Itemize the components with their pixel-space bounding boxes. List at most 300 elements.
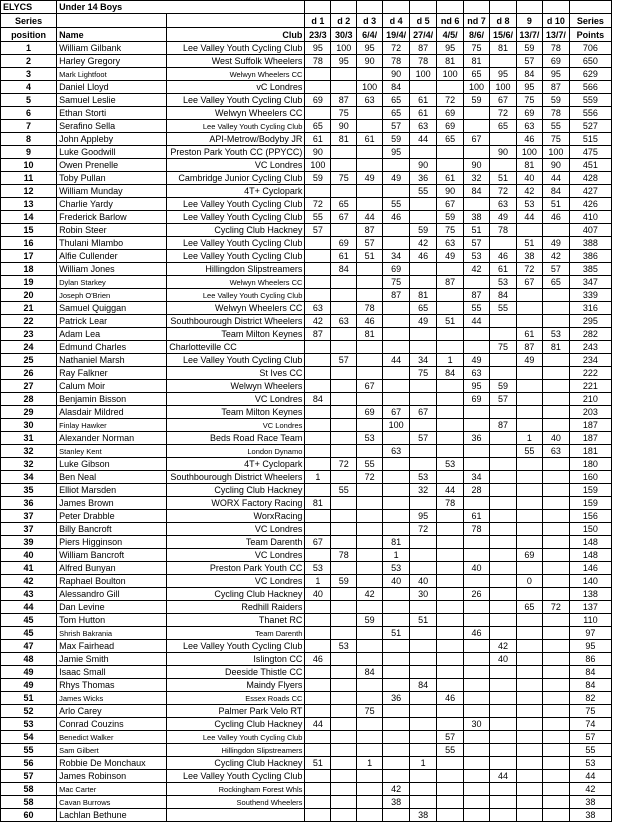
round-score-cell (516, 770, 542, 783)
round-score-cell (305, 354, 331, 367)
club-cell: Cycling Club Hackney (167, 718, 305, 731)
round-score-cell (383, 393, 410, 406)
round-score-cell: 100 (383, 419, 410, 432)
round-score-cell (331, 666, 357, 679)
round-score-cell: 95 (305, 42, 331, 55)
rider-name-cell: Harley Gregory (57, 55, 167, 68)
round-score-cell (437, 562, 464, 575)
rider-name-cell: Finlay Hawker (57, 419, 167, 432)
series-points-cell: 38 (569, 796, 611, 809)
round-score-cell: 42 (357, 588, 383, 601)
round-score-cell: 75 (437, 224, 464, 237)
round-score-cell (305, 679, 331, 692)
table-row (1, 406, 612, 419)
round-score-cell: 42 (542, 250, 569, 263)
round-score-cell: 1 (383, 549, 410, 562)
round-score-cell: 42 (489, 640, 516, 653)
round-score-cell: 69 (331, 237, 357, 250)
club-cell: Welwyn Wheelers CC (167, 107, 305, 120)
round-score-cell: 67 (464, 133, 490, 146)
round-score-cell: 1 (410, 757, 437, 770)
round-score-cell (489, 458, 516, 471)
table-row (1, 185, 612, 198)
club-cell: Lee Valley Youth Cycling Club (167, 42, 305, 55)
round-score-cell: 90 (383, 68, 410, 81)
round-score-cell (437, 809, 464, 822)
round-score-cell (516, 653, 542, 666)
round-score-cell (489, 484, 516, 497)
round-score-cell: 100 (357, 81, 383, 94)
rider-name-cell: Tom Hutton (57, 614, 167, 627)
round-score-cell (542, 666, 569, 679)
round-score-cell (542, 471, 569, 484)
round-score-cell: 57 (516, 55, 542, 68)
round-score-cell: 57 (437, 731, 464, 744)
table-row (1, 588, 612, 601)
round-score-cell: 72 (410, 523, 437, 536)
round-score-cell: 44 (305, 718, 331, 731)
round-score-cell: 42 (516, 185, 542, 198)
round-score-cell: 100 (464, 81, 490, 94)
round-score-cell: 1 (305, 575, 331, 588)
round-score-cell (305, 458, 331, 471)
round-score-cell (464, 809, 490, 822)
rider-name-cell: Samuel Leslie (57, 94, 167, 107)
round-score-cell (410, 549, 437, 562)
table-row (1, 276, 612, 289)
position-cell: 58 (1, 783, 57, 796)
position-cell: 54 (1, 731, 57, 744)
round-score-cell (516, 796, 542, 809)
position-cell: 12 (1, 185, 57, 198)
round-score-cell (305, 250, 331, 263)
club-cell: Lee Valley Youth Cycling Club (167, 237, 305, 250)
rider-name-cell: Owen Prenelle (57, 159, 167, 172)
club-cell: Cycling Club Hackney (167, 224, 305, 237)
round-score-cell: 87 (464, 289, 490, 302)
club-cell: 4T+ Cyclopark (167, 458, 305, 471)
rider-name-cell: Calum Moir (57, 380, 167, 393)
round-score-cell (383, 302, 410, 315)
round-score-cell: 61 (437, 172, 464, 185)
round-score-cell: 55 (489, 302, 516, 315)
series-points-cell: 388 (569, 237, 611, 250)
round-score-cell (305, 484, 331, 497)
round-score-cell (383, 315, 410, 328)
round-score-cell: 44 (542, 172, 569, 185)
round-score-cell (516, 367, 542, 380)
table-row (1, 341, 612, 354)
round-score-cell (437, 159, 464, 172)
round-score-cell (516, 224, 542, 237)
rider-name-cell: Billy Bancroft (57, 523, 167, 536)
position-cell: 19 (1, 276, 57, 289)
round-score-cell: 87 (305, 328, 331, 341)
table-row (1, 757, 612, 770)
round-score-cell: 40 (489, 653, 516, 666)
series-points-cell: 55 (569, 744, 611, 757)
series-points-cell: 203 (569, 406, 611, 419)
round-score-cell (542, 302, 569, 315)
rider-name-cell: Joseph O'Brien (57, 289, 167, 302)
series-points-cell: 386 (569, 250, 611, 263)
table-row (1, 692, 612, 705)
club-cell: Palmer Park Velo RT (167, 705, 305, 718)
position-cell: 52 (1, 705, 57, 718)
rider-name-cell: Piers Higginson (57, 536, 167, 549)
series-points-cell: 210 (569, 393, 611, 406)
position-cell: 45 (1, 627, 57, 640)
round-score-cell (331, 744, 357, 757)
round-score-cell (357, 510, 383, 523)
round-score-cell: 59 (464, 94, 490, 107)
rider-name-cell: Max Fairhead (57, 640, 167, 653)
position-cell: 31 (1, 432, 57, 445)
round-score-cell: 61 (489, 263, 516, 276)
round-header: d 10 (542, 14, 569, 28)
club-cell: Rockingham Forest Whls (167, 783, 305, 796)
round-score-cell (305, 666, 331, 679)
round-score-cell: 53 (410, 471, 437, 484)
club-cell: Preston Park Youth CC (167, 562, 305, 575)
club-cell: Preston Park Youth CC (PPYCC) (167, 146, 305, 159)
round-score-cell (542, 718, 569, 731)
round-score-cell (437, 289, 464, 302)
round-score-cell (383, 809, 410, 822)
round-score-cell (489, 510, 516, 523)
round-score-cell: 46 (305, 653, 331, 666)
round-score-cell: 81 (437, 55, 464, 68)
position-cell: 37 (1, 510, 57, 523)
round-score-cell: 30 (464, 718, 490, 731)
club-cell: Team Milton Keynes (167, 406, 305, 419)
round-score-cell: 67 (489, 94, 516, 107)
round-score-cell: 26 (464, 588, 490, 601)
round-score-cell (516, 562, 542, 575)
rider-name-cell: Nathaniel Marsh (57, 354, 167, 367)
rider-name-cell: Patrick Lear (57, 315, 167, 328)
table-row (1, 172, 612, 185)
round-date: 23/3 (305, 28, 331, 42)
round-score-cell (542, 484, 569, 497)
series-points-cell: 140 (569, 575, 611, 588)
round-score-cell (305, 770, 331, 783)
club-cell: London Dynamo (167, 445, 305, 458)
round-score-cell (305, 705, 331, 718)
round-score-cell (489, 445, 516, 458)
round-score-cell (383, 718, 410, 731)
series-points-cell: 187 (569, 419, 611, 432)
round-score-cell: 75 (464, 42, 490, 55)
rider-name-cell: James Brown (57, 497, 167, 510)
position-cell: 2 (1, 55, 57, 68)
round-score-cell (331, 614, 357, 627)
series-points-cell: 407 (569, 224, 611, 237)
table-row (1, 536, 612, 549)
round-score-cell (437, 393, 464, 406)
position-cell: 15 (1, 224, 57, 237)
round-score-cell: 81 (357, 328, 383, 341)
round-score-cell (437, 588, 464, 601)
rider-name-cell: Lachlan Bethune (57, 809, 167, 822)
round-score-cell (542, 367, 569, 380)
table-row (1, 211, 612, 224)
round-score-cell (464, 146, 490, 159)
position-cell: 37 (1, 523, 57, 536)
round-score-cell (331, 380, 357, 393)
round-score-cell (331, 393, 357, 406)
round-score-cell (383, 185, 410, 198)
table-row (1, 133, 612, 146)
round-score-cell (357, 549, 383, 562)
rider-name-cell: Mac Carter (57, 783, 167, 796)
round-score-cell: 87 (383, 289, 410, 302)
round-score-cell: 75 (542, 133, 569, 146)
rider-name-cell: Ray Falkner (57, 367, 167, 380)
round-score-cell: 78 (542, 107, 569, 120)
round-score-cell: 90 (331, 120, 357, 133)
round-score-cell: 65 (383, 94, 410, 107)
table-row (1, 627, 612, 640)
series-points-cell: 475 (569, 146, 611, 159)
round-score-cell: 75 (383, 276, 410, 289)
club-cell: West Suffolk Wheelers (167, 55, 305, 68)
position-cell: 16 (1, 237, 57, 250)
round-header: d 4 (383, 14, 410, 28)
round-score-cell: 55 (331, 484, 357, 497)
series-points-cell: 180 (569, 458, 611, 471)
series-points-cell: 138 (569, 588, 611, 601)
round-score-cell (305, 276, 331, 289)
round-score-cell: 69 (357, 406, 383, 419)
club-cell: Team Darenth (167, 536, 305, 549)
org-label: ELYCS (1, 1, 57, 14)
round-score-cell (516, 393, 542, 406)
position-cell: 13 (1, 198, 57, 211)
round-score-cell (357, 536, 383, 549)
table-row (1, 159, 612, 172)
round-score-cell (383, 601, 410, 614)
round-score-cell (410, 263, 437, 276)
round-score-cell: 51 (437, 315, 464, 328)
round-score-cell: 78 (331, 549, 357, 562)
rider-name-cell: Dylan Starkey (57, 276, 167, 289)
position-cell: 23 (1, 328, 57, 341)
round-score-cell (489, 354, 516, 367)
round-score-cell: 51 (383, 627, 410, 640)
rider-name-cell: James Robinson (57, 770, 167, 783)
position-cell: 55 (1, 744, 57, 757)
round-score-cell: 53 (489, 276, 516, 289)
round-score-cell: 61 (516, 328, 542, 341)
club-cell: WorxRacing (167, 510, 305, 523)
round-score-cell: 49 (516, 354, 542, 367)
round-score-cell (464, 198, 490, 211)
round-score-cell: 61 (305, 133, 331, 146)
position-cell: 34 (1, 471, 57, 484)
round-score-cell: 67 (437, 198, 464, 211)
round-score-cell (516, 614, 542, 627)
rider-name-cell: Alfred Bunyan (57, 562, 167, 575)
round-score-cell: 63 (331, 315, 357, 328)
round-score-cell (410, 81, 437, 94)
round-score-cell (357, 627, 383, 640)
position-cell: 28 (1, 393, 57, 406)
series-points-cell: 559 (569, 94, 611, 107)
round-score-cell: 95 (542, 68, 569, 81)
round-score-cell: 95 (331, 55, 357, 68)
table-row (1, 640, 612, 653)
round-score-cell (464, 640, 490, 653)
round-score-cell (437, 757, 464, 770)
position-cell: 24 (1, 341, 57, 354)
round-score-cell (410, 770, 437, 783)
round-score-cell (357, 783, 383, 796)
series-points-cell: 515 (569, 133, 611, 146)
club-cell: VC Londres (167, 393, 305, 406)
round-score-cell (410, 796, 437, 809)
round-score-cell: 95 (489, 68, 516, 81)
club-cell: Deeside Thistle CC (167, 666, 305, 679)
round-score-cell (516, 627, 542, 640)
round-score-cell: 51 (542, 198, 569, 211)
club-cell: WORX Factory Racing (167, 497, 305, 510)
position-cell: 44 (1, 601, 57, 614)
round-score-cell: 46 (437, 692, 464, 705)
club-cell: VC Londres (167, 159, 305, 172)
table-row (1, 419, 612, 432)
round-score-cell (305, 796, 331, 809)
club-cell: Cycling Club Hackney (167, 484, 305, 497)
round-score-cell: 51 (305, 757, 331, 770)
round-score-cell (437, 575, 464, 588)
round-score-cell: 100 (331, 42, 357, 55)
round-score-cell: 84 (437, 367, 464, 380)
rider-name-cell: Benedict Walker (57, 731, 167, 744)
round-score-cell (437, 549, 464, 562)
round-score-cell: 65 (489, 120, 516, 133)
round-score-cell: 78 (437, 497, 464, 510)
round-score-cell (437, 601, 464, 614)
club-cell: VC Londres (167, 549, 305, 562)
round-score-cell (357, 146, 383, 159)
round-score-cell: 69 (516, 107, 542, 120)
round-score-cell: 69 (437, 120, 464, 133)
round-score-cell (331, 653, 357, 666)
round-score-cell (542, 419, 569, 432)
round-date: 4/5/ (437, 28, 464, 42)
series-points-cell: 137 (569, 601, 611, 614)
rider-name-cell: Benjamin Bisson (57, 393, 167, 406)
series-points-cell: 243 (569, 341, 611, 354)
round-score-cell: 63 (383, 445, 410, 458)
round-score-cell: 51 (464, 224, 490, 237)
round-score-cell (305, 185, 331, 198)
round-score-cell (357, 744, 383, 757)
round-score-cell (542, 380, 569, 393)
round-score-cell (383, 341, 410, 354)
round-score-cell: 75 (357, 705, 383, 718)
round-score-cell: 38 (410, 809, 437, 822)
club-cell: 4T+ Cyclopark (167, 185, 305, 198)
round-score-cell (489, 679, 516, 692)
round-score-cell (489, 588, 516, 601)
round-score-cell (489, 523, 516, 536)
round-score-cell: 61 (464, 510, 490, 523)
round-score-cell: 59 (331, 575, 357, 588)
round-score-cell (410, 601, 437, 614)
round-score-cell (383, 757, 410, 770)
round-score-cell: 53 (437, 458, 464, 471)
position-cell: 7 (1, 120, 57, 133)
round-score-cell (437, 653, 464, 666)
round-score-cell (305, 614, 331, 627)
round-score-cell (357, 718, 383, 731)
round-score-cell (331, 783, 357, 796)
table-row (1, 614, 612, 627)
round-score-cell (331, 510, 357, 523)
round-score-cell: 46 (489, 250, 516, 263)
round-score-cell (464, 679, 490, 692)
series-points-cell: 148 (569, 536, 611, 549)
round-score-cell (437, 666, 464, 679)
round-score-cell: 100 (305, 159, 331, 172)
round-score-cell (437, 471, 464, 484)
round-score-cell: 81 (516, 159, 542, 172)
position-cell: 26 (1, 367, 57, 380)
round-score-cell (305, 601, 331, 614)
round-score-cell (489, 367, 516, 380)
round-score-cell (437, 614, 464, 627)
round-score-cell: 84 (542, 185, 569, 198)
series-points-cell: 187 (569, 432, 611, 445)
rider-name-cell: Arlo Carey (57, 705, 167, 718)
round-score-cell (305, 549, 331, 562)
round-score-cell (305, 627, 331, 640)
round-score-cell (357, 796, 383, 809)
round-score-cell (464, 731, 490, 744)
club-cell: Welwyn Wheelers CC (167, 68, 305, 81)
round-score-cell (464, 744, 490, 757)
round-score-cell (357, 120, 383, 133)
round-score-cell: 55 (357, 458, 383, 471)
round-score-cell: 84 (516, 68, 542, 81)
round-score-cell (410, 445, 437, 458)
round-score-cell (464, 757, 490, 770)
round-score-cell (437, 341, 464, 354)
points-header-2: Points (569, 28, 611, 42)
round-date: 15/6/ (489, 28, 516, 42)
round-score-cell (516, 666, 542, 679)
position-cell: 32 (1, 458, 57, 471)
round-score-cell: 30 (410, 588, 437, 601)
round-score-cell (410, 497, 437, 510)
round-score-cell: 95 (383, 146, 410, 159)
round-score-cell (542, 692, 569, 705)
round-score-cell (542, 783, 569, 796)
series-points-cell: 385 (569, 263, 611, 276)
club-cell: Southend Wheelers (167, 796, 305, 809)
round-score-cell (331, 68, 357, 81)
round-score-cell: 78 (542, 42, 569, 55)
round-score-cell: 44 (516, 211, 542, 224)
position-cell: 5 (1, 94, 57, 107)
table-row (1, 55, 612, 68)
round-score-cell: 100 (542, 146, 569, 159)
round-score-cell: 95 (410, 510, 437, 523)
rider-name-cell: Adam Lea (57, 328, 167, 341)
table-row (1, 315, 612, 328)
